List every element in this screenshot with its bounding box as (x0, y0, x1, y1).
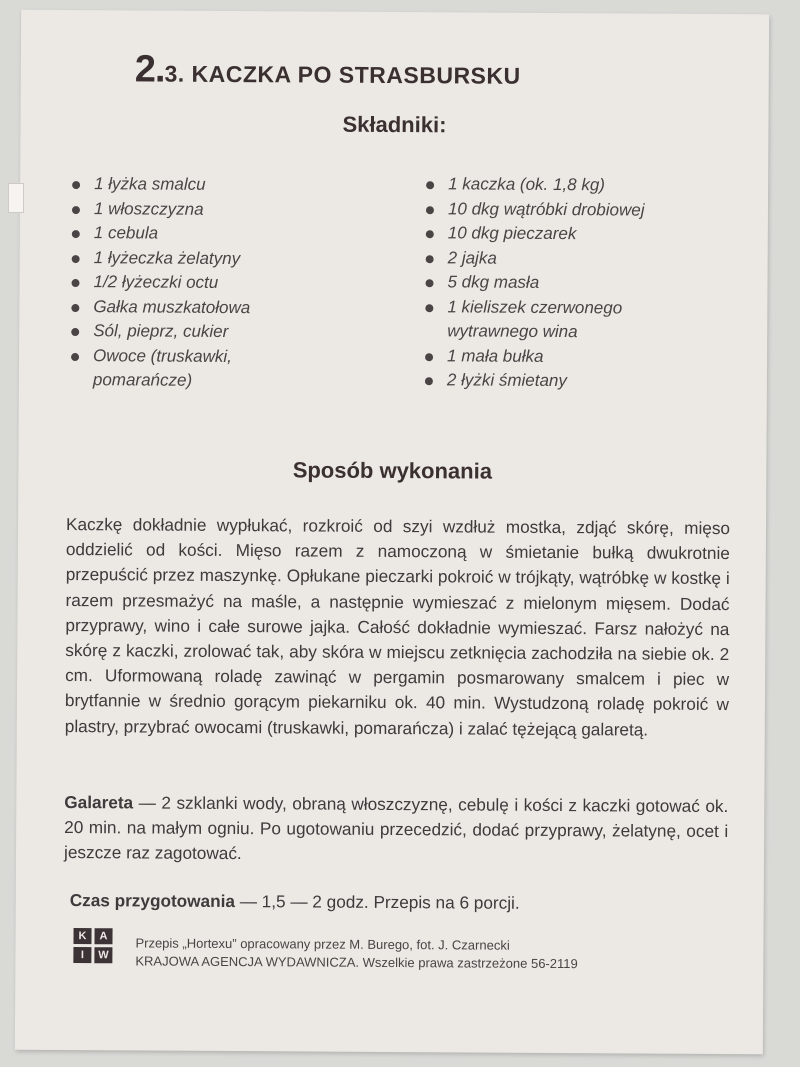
recipe-title (135, 48, 521, 93)
jelly-paragraph (64, 790, 728, 870)
ingredient-item: 5 dkg masła (421, 270, 751, 297)
publisher-logo (73, 928, 113, 964)
ingredient-item: 1 mała bułka (421, 344, 751, 371)
ingredient-item: 2 łyżki śmietany (421, 368, 751, 395)
bullet-icon (426, 230, 434, 238)
bullet-icon (426, 255, 434, 263)
bullet-icon (426, 181, 434, 189)
prep-time-label: Czas przygotowania (69, 890, 236, 912)
footer-line-1: Przepis „Hortexu” opracowany przez M. Burego, fot. J. Czarnecki (135, 935, 510, 953)
ingredient-item: 1 kieliszek czerwonego wytrawnego wina (421, 295, 697, 346)
card-tab (8, 183, 24, 213)
ingredient-item: 1 kaczka (ok. 1,8 kg) (422, 172, 752, 199)
jelly-text: — 2 szklanki wody, obraną włoszczyznę, cebulę i kości z kaczki gotować ok. 20 min. na małym ogniu. Po ugotowaniu przecedzić, dodać przyprawy, żelatynę, ocet i jeszcze raz zagotować. (63, 792, 729, 864)
bullet-icon (425, 304, 433, 312)
ingredient-item: 2 jajka (422, 246, 752, 273)
ingredient-item: 10 dkg pieczarek (422, 221, 752, 248)
logo-letter: K (73, 928, 91, 944)
logo-letter: W (94, 947, 112, 963)
ingredient-item: 1/2 łyżeczki octu (67, 270, 367, 296)
method-heading: Sposób wykonania (292, 457, 493, 484)
recipe-number: 2. (134, 48, 165, 91)
bullet-icon (71, 328, 79, 336)
bullet-icon (72, 181, 80, 189)
bullet-icon (71, 304, 79, 312)
ingredient-item: 1 cebula (68, 221, 368, 247)
ingredient-item: Owoce (truskawki, pomarańcze) (67, 344, 293, 394)
bullet-icon (72, 255, 80, 263)
ingredient-item: 1 łyżka smalcu (68, 172, 368, 198)
logo-letter: A (94, 928, 112, 944)
ingredients-heading: Składniki: (342, 111, 447, 138)
ingredient-item: Sól, pieprz, cukier (67, 319, 367, 345)
bullet-icon (425, 353, 433, 361)
bullet-icon (72, 206, 80, 214)
ingredient-item: 10 dkg wątróbki drobiowej (422, 197, 752, 224)
recipe-card (15, 10, 769, 1055)
bullet-icon (425, 377, 433, 385)
ingredients-list-left (67, 172, 368, 394)
jelly-label: Galareta (64, 792, 134, 813)
bullet-icon (426, 206, 434, 214)
prep-time (70, 890, 730, 915)
bullet-icon (425, 279, 433, 287)
method-text: Kaczkę dokładnie wypłukać, rozkroić od szyi wzdłuż mostka, zdjąć skórę, mięso oddzielić od kości. Mięso razem z namoczoną w śmietanie bułką dwukrotnie przepuścić przez maszynkę. Opłukane pieczarki pokroić w trójkąty, wątróbkę w kostkę i razem przesmażyć na maśle, a następnie wymieszać z mielonym mięsem. Dodać przyprawy, wino i całe surowe jajka. Całość dokładnie wymieszać. Farsz nałożyć na skórę z kaczki, zrolować tak, aby skóra w miejscu zetknięcia zachodziła na siebie ok. 2 cm. Uformowaną roladę zawinąć w pergamin posmarowany smalcem i piec w brytfannie w średnio gorącym piekarniku ok. 40 min. Wystudzoną roladę pokroić w plastry, przybrać owocami (truskawki, pomarańcza) i zalać tężejącą galaretą. (64, 514, 731, 740)
bullet-icon (72, 230, 80, 238)
footer-line-2: KRAJOWA AGENCJA WYDAWNICZA. Wszelkie prawa zastrzeżone 56-2119 (135, 953, 578, 972)
bullet-icon (71, 279, 79, 287)
logo-letter: I (73, 947, 91, 963)
ingredient-item: Gałka muszkatołowa (67, 295, 367, 321)
prep-time-text: — 1,5 — 2 godz. Przepis na 6 porcji. (234, 891, 520, 913)
recipe-name: 3. KACZKA PO STRASBURSKU (164, 60, 521, 89)
ingredient-item: 1 łyżeczka żelatyny (68, 246, 368, 272)
bullet-icon (71, 353, 79, 361)
ingredients-list-right (421, 172, 752, 395)
ingredient-item: 1 włoszczyzna (68, 197, 368, 223)
footer-credits (135, 934, 735, 974)
